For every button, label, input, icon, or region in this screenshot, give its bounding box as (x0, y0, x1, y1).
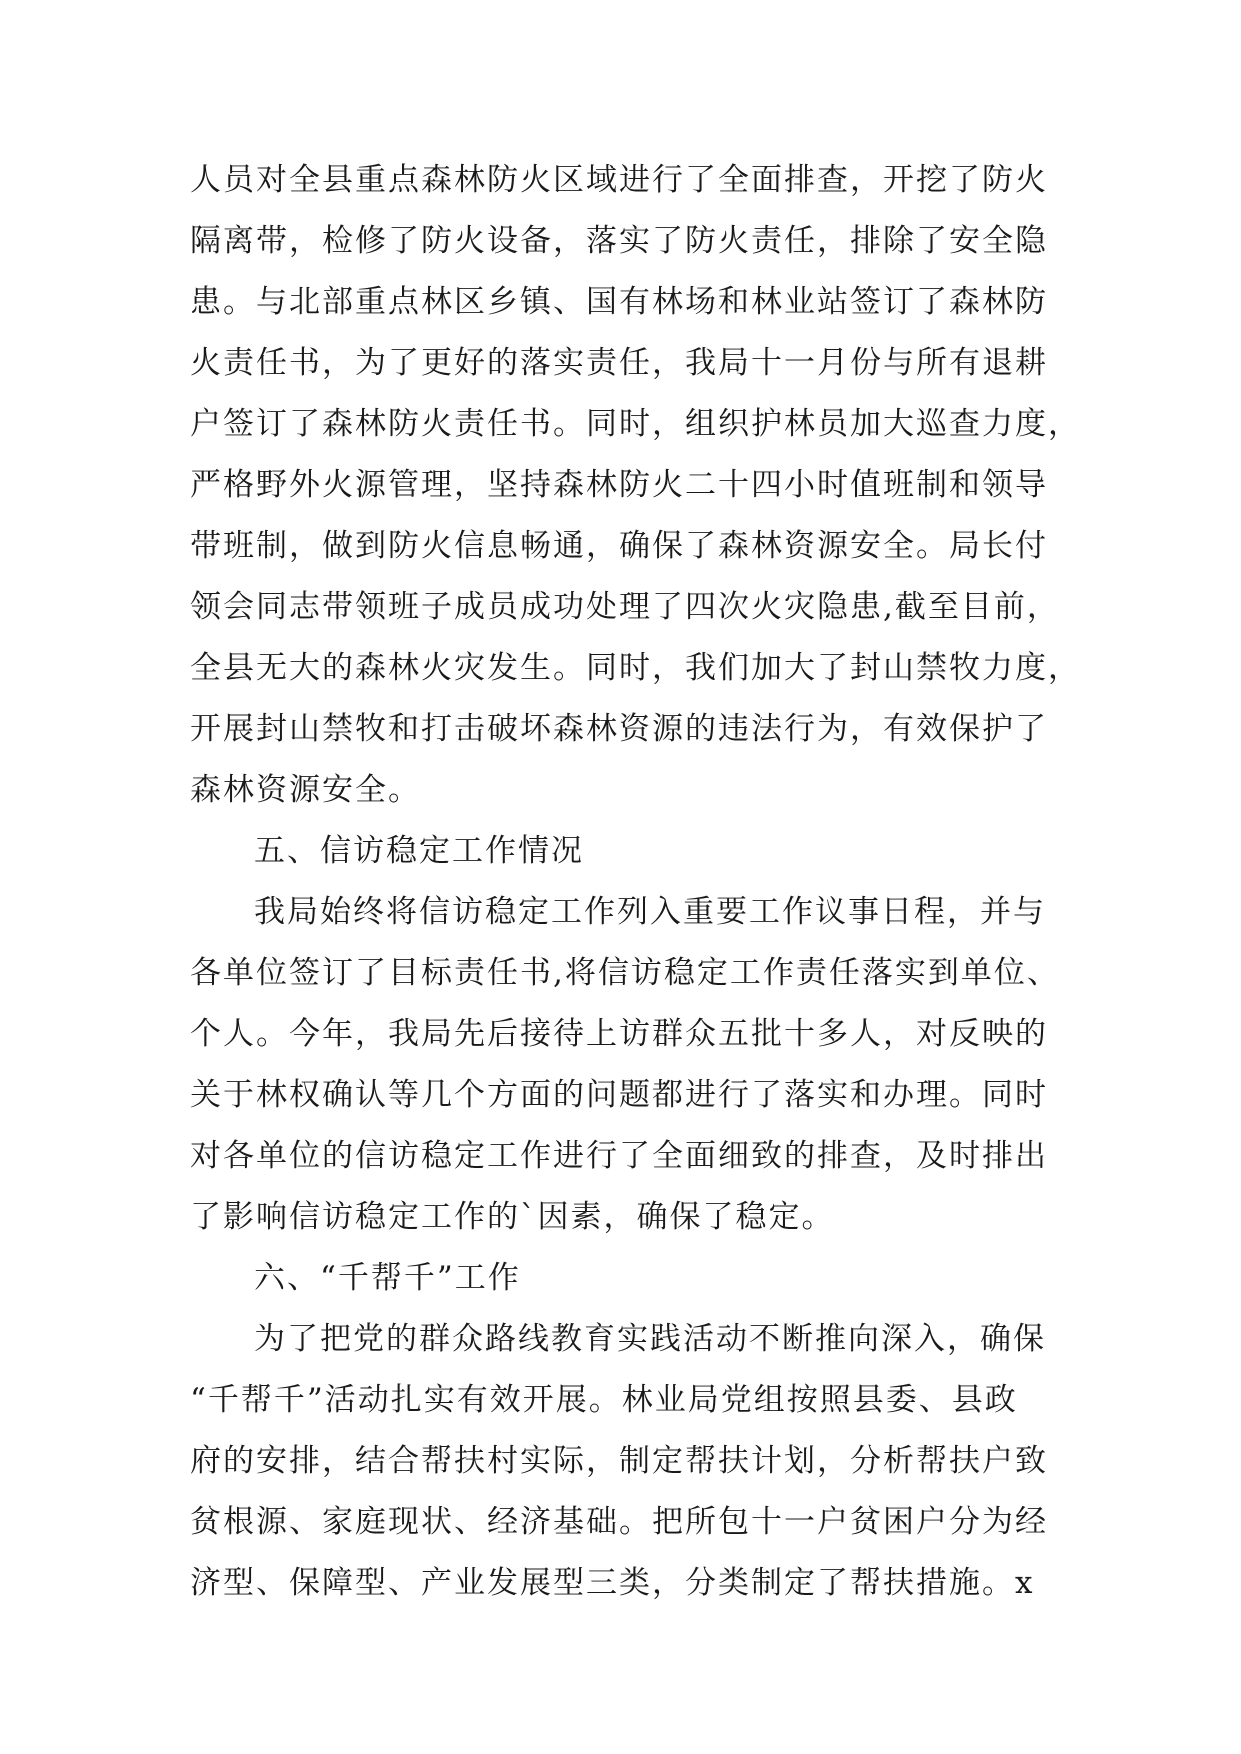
text-line: “千帮千”活动扎实有效开展。林业局党组按照县委、县政 (190, 1382, 1018, 1418)
text-line: 各单位签订了目标责任书,将信访稳定工作责任落实到单位、 (190, 955, 1060, 991)
paragraph-first-line: 为了把党的群众路线教育实践活动不断推向深入，确保 (254, 1321, 1046, 1357)
text-line: 森林资源安全。 (190, 772, 421, 808)
text-line: 了影响信访稳定工作的`因素，确保了稳定。 (190, 1199, 835, 1235)
document-body (190, 150, 1081, 1614)
text-line: 严格野外火源管理，坚持森林防火二十四小时值班制和领导 (190, 467, 1048, 503)
paragraph-first-line: 我局始终将信访稳定工作列入重要工作议事日程，并与 (254, 894, 1046, 930)
text-line: 关于林权确认等几个方面的问题都进行了落实和办理。同时 (190, 1077, 1048, 1113)
text-line: 户签订了森林防火责任书。同时，组织护林员加大巡查力度， (190, 406, 1081, 442)
section-heading-5: 五、信访稳定工作情况 (254, 833, 584, 869)
text-line: 火责任书，为了更好的落实责任，我局十一月份与所有退耕 (190, 345, 1048, 381)
text-line: 患。与北部重点林区乡镇、国有林场和林业站签订了森林防 (190, 284, 1048, 320)
text-line: 个人。今年，我局先后接待上访群众五批十多人，对反映的 (190, 1016, 1048, 1052)
text-line: 府的安排，结合帮扶村实际，制定帮扶计划，分析帮扶户致 (190, 1443, 1048, 1479)
text-line: 济型、保障型、产业发展型三类，分类制定了帮扶措施。x (190, 1565, 1035, 1601)
text-line: 对各单位的信访稳定工作进行了全面细致的排查，及时排出 (190, 1138, 1048, 1174)
text-line: 全县无大的森林火灾发生。同时，我们加大了封山禁牧力度， (190, 650, 1081, 686)
text-line: 人员对全县重点森林防火区域进行了全面排查，开挖了防火 (190, 162, 1048, 198)
text-line: 隔离带，检修了防火设备，落实了防火责任，排除了安全隐 (190, 223, 1048, 259)
section-heading-6: 六、“千帮千”工作 (254, 1260, 521, 1296)
text-line: 贫根源、家庭现状、经济基础。把所包十一户贫困户分为经 (190, 1504, 1048, 1540)
text-line: 开展封山禁牧和打击破坏森林资源的违法行为，有效保护了 (190, 711, 1048, 747)
text-line: 领会同志带领班子成员成功处理了四次火灾隐患,截至目前， (190, 589, 1060, 625)
text-line: 带班制，做到防火信息畅通，确保了森林资源安全。局长付 (190, 528, 1048, 564)
